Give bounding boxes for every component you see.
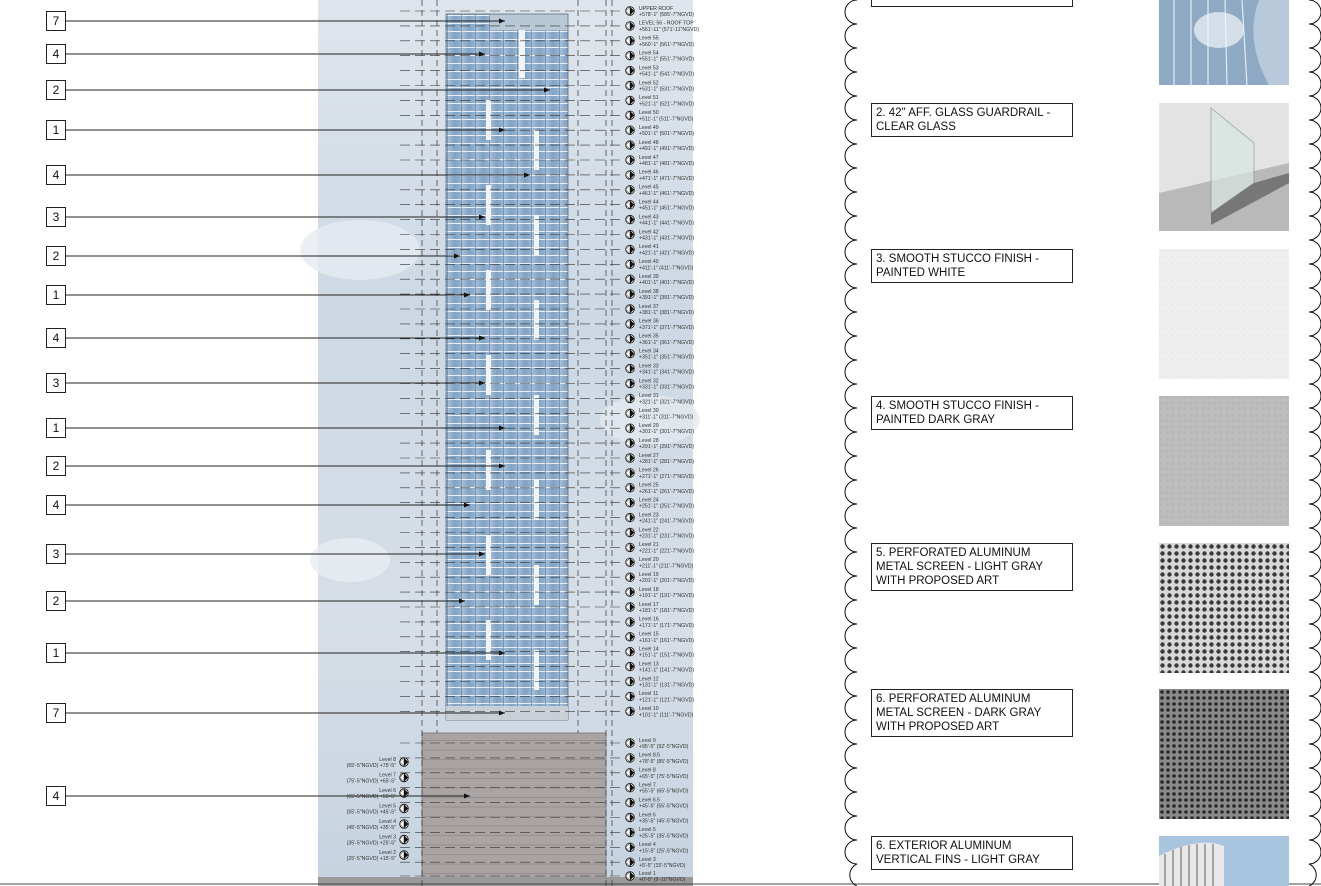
level-elevation: +521'-1" (521'-7"NGVD) bbox=[639, 101, 695, 108]
level-elevation: +201'-1" (201'-7"NGVD) bbox=[639, 578, 695, 585]
level-elevation: +421'-1" (421'-7"NGVD) bbox=[639, 250, 695, 257]
level-name: Level 53 bbox=[639, 65, 659, 72]
callout-tag: 4 bbox=[46, 44, 66, 64]
level-elevation: +531'-1" (531'-7"NGVD) bbox=[639, 86, 695, 93]
level-elevation: +15'-5" (25'-5"NGVD) bbox=[639, 848, 689, 855]
callout-arrow bbox=[499, 128, 505, 133]
level-elevation: +501'-1" (501'-7"NGVD) bbox=[639, 131, 695, 138]
level-name: Level 6 bbox=[639, 812, 656, 819]
level-name: Level 8 bbox=[379, 756, 396, 763]
level-name: Level 50 bbox=[639, 110, 659, 117]
level-elevation: +95'-5" (92'-5"NGVD) bbox=[639, 744, 689, 750]
level-elevation: +461'-1" (461'-7"NGVD) bbox=[639, 190, 695, 197]
level-elevation: +541'-1" (541'-7"NGVD) bbox=[639, 71, 695, 78]
glass-curtain-wall-swatch bbox=[1159, 0, 1289, 85]
callout-arrow bbox=[479, 552, 485, 557]
level-name: Level 15 bbox=[639, 631, 659, 638]
level-elevation: +361'-1" (361'-7"NGVD) bbox=[639, 339, 695, 346]
level-name: Level 33 bbox=[639, 363, 659, 370]
level-elevation: +371'-1" (371'-7"NGVD) bbox=[639, 324, 695, 331]
level-name: Level 44 bbox=[639, 199, 659, 206]
callout-tag: 4 bbox=[46, 786, 66, 806]
level-name: Level 17 bbox=[639, 601, 659, 608]
level-elevation: +45'-5" (55'-5"NGVD) bbox=[639, 803, 689, 810]
level-name: Level 4 bbox=[639, 842, 656, 849]
callout-arrow bbox=[464, 503, 470, 508]
material-label-6: 6. PERFORATED ALUMINUM METAL SCREEN - DARK GRAY WITH PROPOSED ART bbox=[871, 689, 1073, 737]
callout-tag: 1 bbox=[46, 120, 66, 140]
level-elevation: +311'-1" (311'-7"NGVD) bbox=[639, 414, 694, 421]
level-name: Level 14 bbox=[639, 646, 659, 653]
level-name: Level 5 bbox=[379, 803, 396, 810]
level-elevation: +331'-1" (331'-7"NGVD) bbox=[639, 384, 695, 391]
callout-tag: 1 bbox=[46, 418, 66, 438]
level-name: Level 47 bbox=[639, 154, 659, 161]
callout-arrow bbox=[499, 426, 505, 431]
level-elevation: +251'-1" (251'-7"NGVD) bbox=[639, 503, 695, 510]
level-name: Level 38 bbox=[639, 288, 659, 295]
callout-arrow bbox=[479, 336, 485, 341]
level-elevation: +491'-1" (491'-7"NGVD) bbox=[639, 146, 695, 153]
level-elevation: +391'-1" (391'-7"NGVD) bbox=[639, 295, 695, 302]
level-elevation: +341'-1" (341'-7"NGVD) bbox=[639, 369, 695, 376]
level-name: Level 5 bbox=[639, 827, 656, 834]
level-elevation: +431'-1" (431'-7"NGVD) bbox=[639, 235, 695, 242]
level-elevation: (55'-5"NGVD) +45'-5" bbox=[346, 809, 396, 816]
level-elevation: +35'-5" (45'-5"NGVD) bbox=[639, 818, 689, 825]
material-label-1 bbox=[871, 0, 1073, 7]
material-label-4: 4. SMOOTH STUCCO FINISH - PAINTED DARK GRAY bbox=[871, 396, 1073, 430]
callout-tag: 7 bbox=[46, 11, 66, 31]
level-elevation: +321'-1" (321'-7"NGVD) bbox=[639, 399, 695, 406]
callout-tag: 2 bbox=[46, 246, 66, 266]
callout-arrow bbox=[544, 88, 550, 93]
callout-arrow bbox=[479, 215, 485, 220]
level-elevation: +161'-1" (161'-7"NGVD) bbox=[639, 637, 695, 644]
level-elevation: +241'-1" (241'-7"NGVD) bbox=[639, 518, 695, 525]
level-elevation: +141'-1" (141'-7"NGVD) bbox=[639, 667, 695, 674]
level-name: Level 24 bbox=[639, 497, 659, 504]
callout-tag: 3 bbox=[46, 207, 66, 227]
callout-tag: 4 bbox=[46, 495, 66, 515]
level-elevation: +271'-1" (271'-7"NGVD) bbox=[639, 473, 695, 480]
callout-arrow bbox=[499, 464, 505, 469]
level-name: Level 32 bbox=[639, 378, 659, 385]
level-name: Level 43 bbox=[639, 214, 659, 221]
level-name: Level 12 bbox=[639, 676, 659, 683]
level-name: Level 31 bbox=[639, 393, 659, 400]
level-name: Level 51 bbox=[639, 95, 659, 102]
level-name: Level 35 bbox=[639, 333, 659, 340]
level-elevation: +171'-1" (171'-7"NGVD) bbox=[639, 622, 695, 629]
stucco-dark-gray-swatch bbox=[1159, 396, 1289, 526]
level-name: Level 11 bbox=[639, 691, 659, 698]
level-name: Level 52 bbox=[639, 80, 659, 87]
level-name: Level 49 bbox=[639, 125, 659, 131]
callout-arrow bbox=[479, 381, 485, 386]
level-elevation: +481'-1" (481'-7"NGVD) bbox=[639, 161, 695, 167]
level-elevation: +351'-1" (351'-7"NGVD) bbox=[639, 354, 695, 361]
level-elevation: +221'-1" (221'-7"NGVD) bbox=[639, 548, 695, 555]
level-elevation: +261'-1" (261'-7"NGVD) bbox=[639, 488, 695, 495]
callout-tag: 4 bbox=[46, 165, 66, 185]
callout-arrow bbox=[524, 173, 530, 178]
level-name: Level 1 bbox=[639, 870, 656, 877]
level-name: Level 6 bbox=[379, 787, 396, 794]
level-name: Level 13 bbox=[639, 661, 659, 668]
level-name: Level 8 bbox=[639, 767, 656, 774]
level-name: Level 29 bbox=[639, 423, 659, 429]
level-elevation: +578'-1" (585'-7"NGVD) bbox=[639, 12, 695, 18]
level-name: Level 26 bbox=[639, 467, 659, 474]
level-elevation: +441'-1" (441'-7"NGVD) bbox=[639, 220, 695, 227]
aluminum-fins-swatch bbox=[1159, 836, 1289, 886]
callout-tag: 1 bbox=[46, 643, 66, 663]
callout-tag: 2 bbox=[46, 80, 66, 100]
level-elevation: +65'-5" (75'-5"NGVD) bbox=[639, 773, 689, 780]
perforated-light-gray-swatch bbox=[1159, 543, 1289, 673]
material-label-7: 6. EXTERIOR ALUMINUM VERTICAL FINS - LIGHT GRAY bbox=[871, 836, 1073, 870]
level-elevation: +561'-11" (571'-11"NGVD) bbox=[639, 26, 700, 33]
level-name: Level 8.5 bbox=[639, 752, 661, 759]
level-name: Level 9 bbox=[639, 737, 656, 744]
level-name: Level 40 bbox=[639, 259, 659, 266]
level-name: Level 41 bbox=[639, 244, 659, 251]
level-name: UPPER ROOF bbox=[639, 5, 674, 12]
level-name: Level 27 bbox=[639, 452, 659, 459]
level-elevation: +471'-1" (471'-7"NGVD) bbox=[639, 175, 695, 182]
level-name: Level 7 bbox=[379, 772, 396, 779]
level-name: Level 4 bbox=[379, 818, 396, 825]
callout-tag: 2 bbox=[46, 456, 66, 476]
level-name: Level 25 bbox=[639, 482, 659, 489]
callout-arrow bbox=[499, 19, 505, 24]
level-elevation: +211'-1" (211'-7"NGVD) bbox=[639, 563, 694, 570]
level-name: Level 46 bbox=[639, 169, 659, 176]
level-elevation: (65'-5"NGVD) +75'-5" bbox=[346, 763, 396, 769]
level-name: Level 28 bbox=[639, 437, 659, 444]
level-name: Level 37 bbox=[639, 303, 659, 310]
callout-tag: 4 bbox=[46, 328, 66, 348]
perforated-dark-gray-swatch bbox=[1159, 689, 1289, 819]
callout-arrow bbox=[459, 599, 465, 604]
level-elevation: +121'-1" (121'-7"NGVD) bbox=[639, 697, 695, 704]
callout-arrow bbox=[454, 254, 460, 259]
level-elevation: (45'-5"NGVD) +35'-5" bbox=[346, 825, 396, 831]
glass-guardrail-swatch bbox=[1159, 103, 1289, 231]
level-elevation: +301'-1" (301'-7"NGVD) bbox=[639, 429, 695, 436]
material-label-5: 5. PERFORATED ALUMINUM METAL SCREEN - LIGHT GRAY WITH PROPOSED ART bbox=[871, 543, 1073, 591]
level-elevation: (75'-5"NGVD) +65'-5" bbox=[346, 778, 396, 785]
level-name: Level 6.5 bbox=[639, 797, 661, 804]
level-elevation: +191'-1" (191'-7"NGVD) bbox=[639, 593, 695, 600]
level-name: Level 34 bbox=[639, 348, 659, 355]
callout-arrow bbox=[499, 711, 505, 716]
level-elevation: +511'-1" (511'-7"NGVD) bbox=[639, 116, 694, 123]
level-elevation: +101'-1" (111'-7"NGVD) bbox=[639, 712, 694, 719]
level-name: LEVEL 56 - ROOF TOP bbox=[639, 20, 694, 27]
level-elevation: +231'-1" (231'-7"NGVD) bbox=[639, 533, 695, 540]
level-elevation: (65'-5"NGVD) +55'-5" bbox=[346, 794, 396, 800]
level-elevation: +25'-5" (35'-5"NGVD) bbox=[639, 833, 689, 840]
level-name: Level 19 bbox=[639, 572, 659, 578]
level-name: Level 54 bbox=[639, 50, 659, 57]
level-name: Level 7 bbox=[639, 782, 656, 789]
level-elevation: +78'-5" (85'-5"NGVD) bbox=[639, 758, 689, 765]
level-elevation: +151'-1" (151'-7"NGVD) bbox=[639, 652, 695, 659]
level-elevation: +560'-1" (561'-7"NGVD) bbox=[639, 41, 695, 48]
level-name: Level 55 bbox=[639, 35, 659, 42]
callout-arrow bbox=[464, 293, 470, 298]
callout-tag: 2 bbox=[46, 591, 66, 611]
material-label-3: 3. SMOOTH STUCCO FINISH - PAINTED WHITE bbox=[871, 249, 1073, 283]
level-elevation: +181'-1" (181'-7"NGVD) bbox=[639, 608, 695, 614]
callout-tag: 7 bbox=[46, 703, 66, 723]
level-elevation: +451'-1" (451'-7"NGVD) bbox=[639, 205, 695, 212]
level-elevation: +55'-5" (65'-5"NGVD) bbox=[639, 788, 689, 795]
level-elevation: +551'-1" (551'-7"NGVD) bbox=[639, 56, 695, 63]
level-elevation: (35'-5"NGVD) +25'-5" bbox=[346, 840, 396, 847]
level-name: Level 10 bbox=[639, 706, 659, 713]
level-name: Level 16 bbox=[639, 616, 659, 623]
level-name: Level 30 bbox=[639, 408, 659, 415]
level-elevation: +0'-0" (9'-10"NGVD) bbox=[639, 877, 686, 883]
callout-tag: 3 bbox=[46, 373, 66, 393]
level-name: Level 3 bbox=[379, 834, 396, 841]
level-name: Level 18 bbox=[639, 586, 659, 593]
level-name: Level 36 bbox=[639, 318, 659, 325]
level-name: Level 42 bbox=[639, 229, 659, 236]
stucco-white-swatch bbox=[1159, 249, 1289, 379]
callout-arrow bbox=[499, 651, 505, 656]
callout-tag: 3 bbox=[46, 544, 66, 564]
level-elevation: +281'-1" (281'-7"NGVD) bbox=[639, 459, 695, 465]
level-elevation: +411'-1" (411'-7"NGVD) bbox=[639, 265, 694, 272]
level-name: Level 48 bbox=[639, 139, 659, 146]
level-elevation: +131'-1" (131'-7"NGVD) bbox=[639, 682, 695, 689]
level-name: Level 45 bbox=[639, 184, 659, 191]
level-name: Level 20 bbox=[639, 557, 659, 564]
level-name: Level 21 bbox=[639, 542, 659, 549]
material-label-2: 2. 42" AFF. GLASS GUARDRAIL - CLEAR GLASS bbox=[871, 103, 1073, 137]
level-elevation: +401'-1" (401'-7"NGVD) bbox=[639, 280, 695, 287]
callout-arrow bbox=[464, 794, 470, 799]
level-name: Level 3 bbox=[639, 857, 656, 863]
level-elevation: (25'-5"NGVD) +15'-5" bbox=[346, 856, 396, 862]
level-elevation: +291'-1" (291'-7"NGVD) bbox=[639, 444, 695, 451]
callout-arrow bbox=[479, 52, 485, 57]
level-elevation: +5'-5" (15'-5"NGVD) bbox=[639, 863, 686, 870]
level-elevation: +381'-1" (381'-7"NGVD) bbox=[639, 310, 695, 316]
level-name: Level 2 bbox=[379, 849, 396, 856]
level-name: Level 22 bbox=[639, 527, 659, 534]
level-name: Level 39 bbox=[639, 274, 659, 280]
level-name: Level 23 bbox=[639, 512, 659, 519]
callout-tag: 1 bbox=[46, 285, 66, 305]
